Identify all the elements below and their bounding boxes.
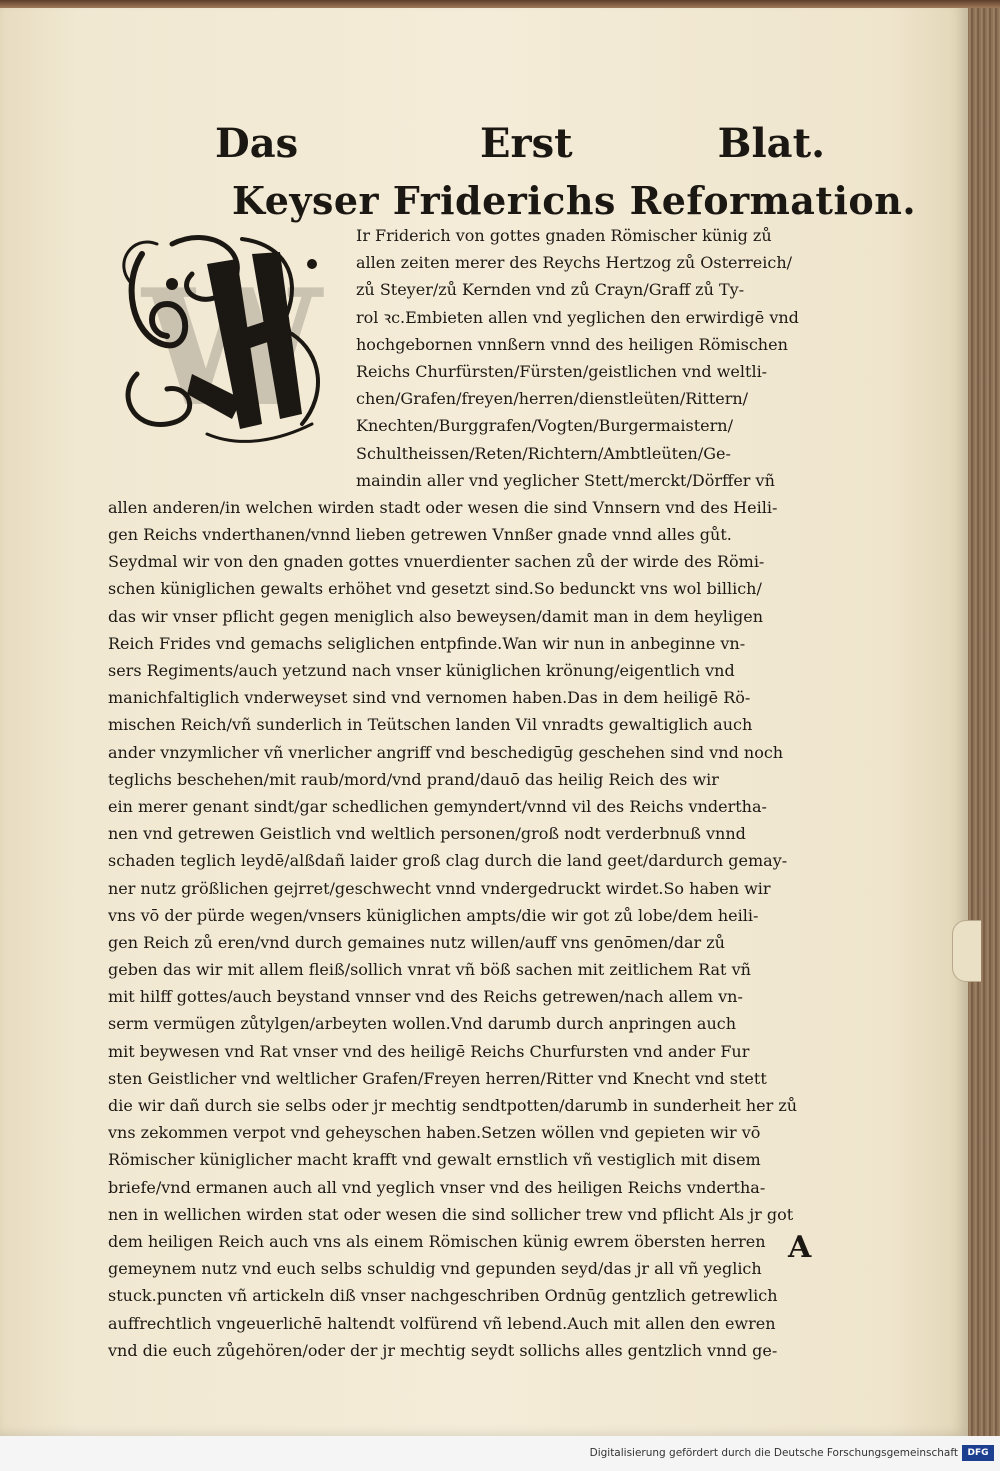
text-line: gen Reichs vnderthanen/vnnd lieben getrewen Vnnßer gnade vnnd alles gůt. xyxy=(108,525,732,545)
text-line: ein merer genant sindt/gar schedlichen gemyndert/vnnd vil des Reichs vndertha- xyxy=(108,796,767,816)
text-line: serm vermügen zůtylgen/arbeyten wollen.Vnd darumb durch anpringen auch xyxy=(108,1014,737,1034)
text-line: mischen Reich/vñ sunderlich in Teütschen landen Vil vnradts gewaltiglich auch xyxy=(108,715,753,735)
text-line: Knechten/Burggrafen/Vogten/Burgermaistern/ xyxy=(356,416,733,436)
text-line: schaden teglich leydē/alßdañ laider groß clag durch die land geet/dardurch gemay- xyxy=(108,851,788,871)
text-line: mit hilff gottes/auch beystand vnnser vnd des Reichs getrewen/nach allem vn- xyxy=(108,987,743,1007)
text-line: ner nutz größlichen gejrret/geschwecht vnnd vndergedruckt wirdet.So haben wir xyxy=(108,878,771,898)
text-line: Reich Frides vnd gemachs seliglichen entpfinde.Wan wir nun in anbeginne vn- xyxy=(108,633,746,653)
text-line: stuck.puncten vñ artickeln diß vnser nachgeschriben Ordnūg gentzlich getrewlich xyxy=(108,1286,778,1306)
text-line: Römischer küniglicher macht krafft vnd gewalt ernstlich vñ vestiglich mit disem xyxy=(108,1150,761,1170)
text-line: gen Reich zů eren/vnd durch gemaines nutz willen/auff vns genōmen/dar zů xyxy=(108,932,725,952)
text-line: vnd die euch zůgehören/oder der jr mechtig seydt sollichs alles gentzlich vnnd ge- xyxy=(108,1340,778,1360)
initial-letter-glyph: W xyxy=(142,254,322,442)
text-line: nen vnd getrewen Geistlich vnd weltlich personen/groß nodt verderbnuß vnnd xyxy=(108,824,746,844)
footer-bar xyxy=(0,1436,1000,1471)
text-line: gemeynem nutz vnd euch selbs schuldig vnd gepunden seyd/das jr all vñ yeglich xyxy=(108,1259,762,1279)
text-line: sten Geistlicher vnd weltlicher Grafen/Freyen herren/Ritter vnd Knecht vnd stett xyxy=(108,1068,767,1088)
text-line: zů Steyer/zů Kernden vnd zů Crayn/Graff zů Ty- xyxy=(356,280,745,300)
text-line: Reichs Churfürsten/Fürsten/geistlichen vnd weltli- xyxy=(356,361,768,381)
text-line: rol ꝛc.Embieten allen vnd yeglichen den erwirdigē vnd xyxy=(356,307,799,327)
header-left: Das xyxy=(215,120,299,167)
text-line: briefe/vnd ermanen auch all vnd yeglich vnser vnd des heiligen Reichs vndertha- xyxy=(108,1177,766,1197)
header-right: Blat. xyxy=(717,120,825,167)
book-edge xyxy=(968,0,1000,1436)
text-line: mit beywesen vnd Rat vnser vnd des heiligē Reichs Churfursten vnd ander Fur xyxy=(108,1041,750,1061)
text-line: ander vnzymlicher vñ vnerlicher angriff vnd beschedigūg geschehen sind vnd noch xyxy=(108,742,784,762)
text-line: Seydmal wir von den gnaden gottes vnuerdienter sachen zů der wirde des Römi- xyxy=(108,552,765,572)
text-line: vns vō der pürde wegen/vnsers küniglichen ampts/die wir got zů lobe/dem heili- xyxy=(108,905,759,925)
signature-mark: A xyxy=(788,1230,812,1265)
text-line: auffrechtlich vngeuerlichē haltendt volfürend vñ lebend.Auch mit allen den ewren xyxy=(108,1313,776,1333)
funding-note: Digitalisierung gefördert durch die Deutsche Forschungsgemeinschaft xyxy=(589,1447,958,1459)
page-title: Keyser Friderichs Reformation. xyxy=(232,178,917,223)
text-line: maindin aller vnd yeglicher Stett/merckt/Dörffer vñ xyxy=(356,470,775,490)
text-line: hochgebornen vnnßern vnnd des heiligen Römischen xyxy=(356,334,788,354)
dfg-logo: DFG xyxy=(962,1445,994,1461)
text-line: allen zeiten merer des Reychs Hertzog zů Osterreich/ xyxy=(356,253,793,273)
text-line: Ir Friderich von gottes gnaden Römischer künig zů xyxy=(356,226,772,245)
running-header xyxy=(215,120,825,180)
book-top-edge xyxy=(0,0,1000,8)
text-line: die wir dañ durch sie selbs oder jr mechtig sendtpotten/darumb in sunderheit her zů xyxy=(108,1096,798,1115)
text-line: vns zekommen verpot vnd geheyschen haben.Setzen wöllen vnd gepieten wir vō xyxy=(108,1123,761,1143)
text-line: manichfaltiglich vnderweyset sind vnd vernomen haben.Das in dem heiligē Rö- xyxy=(108,688,751,708)
text-line: das wir vnser pflicht gegen meniglich also beweysen/damit man in dem heyligen xyxy=(108,606,763,626)
text-line: nen in wellichen wirden stat oder wesen die sind sollicher trew vnd pflicht Als jr got xyxy=(108,1204,794,1224)
text-line: teglichs beschehen/mit raub/mord/vnd prand/dauō das heilig Reich des wir xyxy=(108,769,719,789)
text-line: allen anderen/in welchen wirden stadt oder wesen die sind Vnnsern vnd des Heili- xyxy=(108,497,778,517)
text-line: Schultheissen/Reten/Richtern/Ambtleüten/Ge- xyxy=(356,443,731,463)
text-line: geben das wir mit allem fleiß/sollich vnrat vñ böß sachen mit zeitlichem Rat vñ xyxy=(108,960,751,980)
text-line: chen/Grafen/freyen/herren/dienstleüten/Rittern/ xyxy=(356,389,749,409)
text-line: dem heiligen Reich auch vns als einem Römischen künig ewrem öbersten herren xyxy=(108,1231,766,1251)
text-line: schen küniglichen gewalts erhöhet vnd gesetzt sind.So bedunckt vns wol billich/ xyxy=(108,579,762,599)
header-middle: Erst xyxy=(480,120,573,167)
text-line: sers Regiments/auch yetzund nach vnser küniglichen krönung/eigentlich vnd xyxy=(108,661,735,680)
body-text xyxy=(108,222,838,1364)
folio-tab xyxy=(952,920,981,982)
